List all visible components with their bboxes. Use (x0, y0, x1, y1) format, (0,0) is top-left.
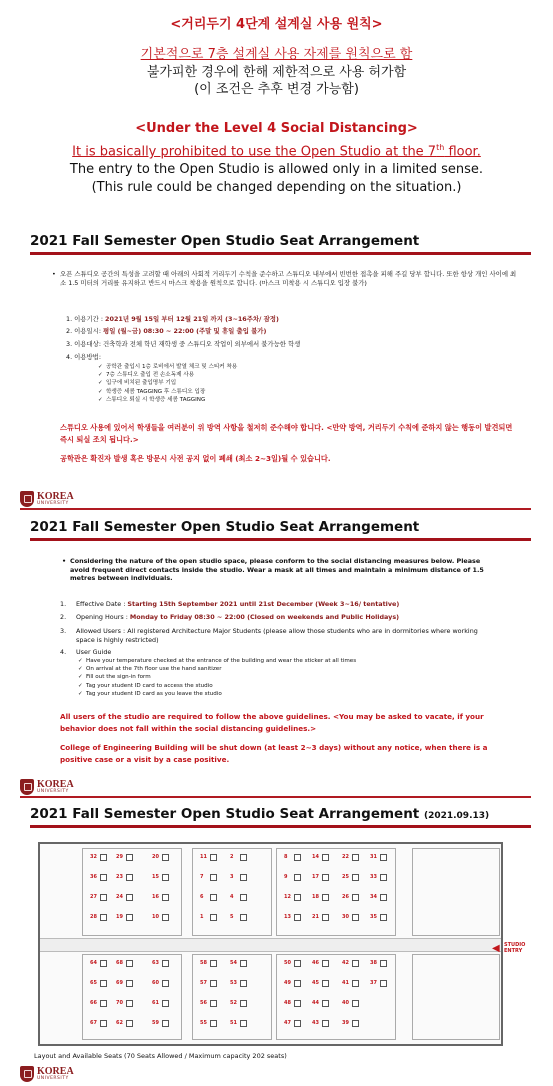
desk (126, 1000, 133, 1007)
desk (210, 894, 217, 901)
section2-item2: 2. Opening Hours : Monday to Friday 08:30 ~ 22:00 (Closed on weekends and Public Holidays) (60, 613, 400, 621)
section2-footer-rule (20, 796, 531, 798)
desk (352, 960, 359, 967)
entry-arrow-icon: ◀ (492, 943, 500, 954)
section1-item1: 1. 이용기간 : 2021년 9월 15일 부터 12월 21일 까지 (3~16주차/ 잠정) (66, 315, 279, 323)
desk (162, 980, 169, 987)
desk (100, 854, 107, 861)
desk (162, 914, 169, 921)
seat-number: 20 (152, 854, 159, 860)
list-item: ✓ 학생증 세콤 TAGGING 후 스튜디오 입장 (98, 388, 498, 396)
seat-number: 48 (284, 1000, 291, 1006)
desk (162, 1000, 169, 1007)
seat-number: 56 (200, 1000, 207, 1006)
desk (322, 894, 329, 901)
desk (240, 854, 247, 861)
studio-zone (412, 848, 500, 936)
desk (294, 874, 301, 881)
desk (380, 914, 387, 921)
desk (100, 914, 107, 921)
seat-number: 19 (116, 914, 123, 920)
floor-plan (38, 842, 503, 1046)
desk (322, 914, 329, 921)
desk (294, 960, 301, 967)
desk (240, 1020, 247, 1027)
desk (100, 960, 107, 967)
seat-number: 57 (200, 980, 207, 986)
korea-university-logo: KOREA UNIVERSITY (20, 491, 74, 507)
section2-shutdown: College of Engineering Building will be shut down (at least 2~3 days) without any notice, when there is a positive case or a visit by a case positive. (60, 743, 488, 764)
seat-number: 1 (200, 914, 204, 920)
seat-number: 69 (116, 980, 123, 986)
seat-number: 39 (342, 1020, 349, 1026)
seat-number: 30 (342, 914, 349, 920)
section2-item3: 3. Allowed Users : All registered Architecture Major Students (please allow those students who are in dormitories where working space is highly restricted) (60, 627, 478, 644)
seat-number: 62 (116, 1020, 123, 1026)
section1-item2: 2. 이용일시: 평일 (월~금) 08:30 ~ 22:00 (주말 및 휴일 출입 불가) (66, 327, 267, 335)
seat-number: 38 (370, 960, 377, 966)
seat-number: 22 (342, 854, 349, 860)
section1-intro: • 오픈 스튜디오 공간의 특성을 고려할 때 아래의 사회적 거리두기 수칙을 준수하고 스튜디오 내부에서 빈번한 접촉을 피해 주길 당부 합니다. 또한 항상 개인 사이에 최소 1.5 미터의 거리를 유지하고 반드시 마스크 착용을 원칙으로 합니다. (마스크 미착용 시 스튜디오 입장 불가) (52, 270, 517, 287)
desk (240, 874, 247, 881)
desk (294, 894, 301, 901)
notice-title-en: <Under the Level 4 Social Distancing> (135, 121, 418, 136)
seat-number: 14 (312, 854, 319, 860)
desk (210, 1020, 217, 1027)
section2-intro: • Considering the nature of the open studio space, please conform to the social distancing measures below. Please avoid frequent direct contacts inside the studio. Wear a mask at all times and maintain a minimum distance of 1.5 metres between individuals. (62, 557, 484, 583)
desk (240, 894, 247, 901)
section1-header: 2021 Fall Semester Open Studio Seat Arrangement (30, 233, 420, 249)
notice-line3-kr: (이 조건은 추후 변경 가능함) (194, 82, 359, 97)
seat-number: 4 (230, 894, 234, 900)
section3-header: 2021 Fall Semester Open Studio Seat Arrangement (2021.09.13) (30, 806, 490, 822)
seat-number: 24 (116, 894, 123, 900)
desk (210, 980, 217, 987)
desk (126, 1020, 133, 1027)
desk (352, 980, 359, 987)
desk (322, 1020, 329, 1027)
seat-number: 33 (370, 874, 377, 880)
section3-rule (30, 825, 531, 828)
seat-number: 21 (312, 914, 319, 920)
seat-number: 25 (342, 874, 349, 880)
seat-number: 28 (90, 914, 97, 920)
section2-item1: 1. Effective Date : Starting 15th September 2021 until 21st December (Week 3~16/ tentative) (60, 600, 400, 608)
desk (126, 914, 133, 921)
desk (380, 980, 387, 987)
desk (294, 1000, 301, 1007)
list-item: ✓ 공학관 출입시 1층 로비에서 발열 체크 및 스티커 착용 (98, 363, 498, 371)
seat-number: 54 (230, 960, 237, 966)
studio-zone (276, 848, 396, 936)
list-item: ✓ On arrival at the 7th floor use the hand sanitizer (78, 665, 478, 673)
seat-number: 31 (370, 854, 377, 860)
studio-zone (192, 848, 272, 936)
notice-line3-en: (This rule could be changed depending on the situation.) (91, 180, 462, 195)
seat-number: 34 (370, 894, 377, 900)
section1-footer-rule (20, 508, 531, 510)
desk (162, 854, 169, 861)
desk (352, 914, 359, 921)
desk (210, 854, 217, 861)
seat-number: 63 (152, 960, 159, 966)
desk (380, 894, 387, 901)
desk (100, 980, 107, 987)
desk (240, 1000, 247, 1007)
seat-number: 67 (90, 1020, 97, 1026)
desk (352, 874, 359, 881)
seat-number: 6 (200, 894, 204, 900)
desk (162, 874, 169, 881)
desk (294, 980, 301, 987)
desk (100, 894, 107, 901)
desk (322, 980, 329, 987)
seat-number: 26 (342, 894, 349, 900)
section2-header: 2021 Fall Semester Open Studio Seat Arrangement (30, 519, 420, 535)
seat-number: 64 (90, 960, 97, 966)
seat-number: 37 (370, 980, 377, 986)
section2-warning: All users of the studio are required to follow the above guidelines. <You may be asked to vacate, if your behavior does not fall within the social distancing guidelines.> (60, 712, 484, 733)
seat-number: 66 (90, 1000, 97, 1006)
list-item: ✓ Fill out the sign-in form (78, 673, 478, 681)
seat-number: 9 (284, 874, 288, 880)
seat-number: 36 (90, 874, 97, 880)
desk (210, 874, 217, 881)
desk (294, 1020, 301, 1027)
desk (352, 1000, 359, 1007)
seat-number: 2 (230, 854, 234, 860)
seat-number: 18 (312, 894, 319, 900)
desk (126, 874, 133, 881)
desk (352, 854, 359, 861)
list-item: ✓ Tag your student ID card to access the studio (78, 682, 478, 690)
desk (352, 894, 359, 901)
seat-number: 58 (200, 960, 207, 966)
section1-steps (98, 363, 498, 404)
section2-rule (30, 538, 531, 541)
desk (322, 1000, 329, 1007)
seat-number: 40 (342, 1000, 349, 1006)
seat-number: 55 (200, 1020, 207, 1026)
seat-number: 68 (116, 960, 123, 966)
desk (162, 1020, 169, 1027)
seat-number: 35 (370, 914, 377, 920)
korea-university-logo: KOREA UNIVERSITY (20, 1066, 74, 1082)
desk (210, 1000, 217, 1007)
desk (210, 960, 217, 967)
desk (240, 960, 247, 967)
floor-plan-caption: Layout and Available Seats (70 Seats Allowed / Maximum capacity 202 seats) (34, 1052, 287, 1060)
list-item: ✓ 스튜디오 퇴실 시 학생증 세콤 TAGGING (98, 396, 498, 404)
desk (240, 914, 247, 921)
seat-number: 11 (200, 854, 207, 860)
desk (162, 894, 169, 901)
desk (126, 894, 133, 901)
desk (100, 1000, 107, 1007)
section3-date: (2021.09.13) (423, 811, 490, 821)
korea-university-logo: KOREA UNIVERSITY (20, 779, 74, 795)
section1-shutdown: 공학관은 확진자 발생 혹은 방문시 사전 공지 없이 폐쇄 (최소 2~3일)될 수 있습니다. (60, 454, 331, 463)
crest-icon (20, 779, 34, 795)
desk (352, 1020, 359, 1027)
studio-zone (82, 848, 182, 936)
seat-number: 50 (284, 960, 291, 966)
desk (240, 980, 247, 987)
desk (100, 874, 107, 881)
seat-number: 10 (152, 914, 159, 920)
seat-number: 5 (230, 914, 234, 920)
seat-number: 44 (312, 1000, 319, 1006)
seat-number: 45 (312, 980, 319, 986)
seat-number: 59 (152, 1020, 159, 1026)
studio-zone (192, 954, 272, 1040)
desk (380, 874, 387, 881)
list-item: ✓ 입구에 비치된 출입명부 기입 (98, 379, 498, 387)
desk (294, 854, 301, 861)
section2-item4: 4. User Guide (60, 648, 112, 656)
seat-number: 49 (284, 980, 291, 986)
seat-number: 27 (90, 894, 97, 900)
crest-icon (20, 1066, 34, 1082)
notice-line1-kr: 기본적으로 7층 설계실 사용 자제를 원칙으로 함 (140, 47, 413, 62)
seat-number: 41 (342, 980, 349, 986)
notice-line1-en: It is basically prohibited to use the Open Studio at the 7th floor. (72, 143, 481, 160)
seat-number: 46 (312, 960, 319, 966)
desk (210, 914, 217, 921)
seat-number: 47 (284, 1020, 291, 1026)
seat-number: 52 (230, 1000, 237, 1006)
seat-number: 65 (90, 980, 97, 986)
seat-number: 70 (116, 1000, 123, 1006)
desk (322, 854, 329, 861)
studio-entry-label: STUDIO ENTRY (504, 942, 526, 954)
desk (322, 960, 329, 967)
seat-number: 23 (116, 874, 123, 880)
seat-number: 53 (230, 980, 237, 986)
desk (126, 980, 133, 987)
crest-icon (20, 491, 34, 507)
corridor (40, 938, 501, 952)
seat-number: 16 (152, 894, 159, 900)
seat-number: 43 (312, 1020, 319, 1026)
seat-number: 8 (284, 854, 288, 860)
list-item: ✓ Tag your student ID card as you leave the studio (78, 690, 478, 698)
seat-number: 13 (284, 914, 291, 920)
notice-line2-kr: 불가피한 경우에 한해 제한적으로 사용 허가함 (146, 65, 407, 80)
list-item: ✓ 7층 스튜디오 출입 전 손소독제 사용 (98, 371, 498, 379)
desk (162, 960, 169, 967)
section1-rule (30, 252, 531, 255)
desk (126, 960, 133, 967)
seat-number: 60 (152, 980, 159, 986)
desk (100, 1020, 107, 1027)
seat-number: 17 (312, 874, 319, 880)
studio-zone (412, 954, 500, 1040)
seat-number: 15 (152, 874, 159, 880)
seat-number: 32 (90, 854, 97, 860)
section1-warning: 스튜디오 사용에 있어서 학생들을 여러분이 위 방역 사항을 철저히 준수해야 합니다. <만약 방역, 거리두기 수칙에 준하지 않는 행동이 발견되면 즉시 퇴실 조치 됩니다.> (60, 423, 513, 444)
desk (322, 874, 329, 881)
seat-number: 12 (284, 894, 291, 900)
seat-number: 7 (200, 874, 204, 880)
seat-number: 3 (230, 874, 234, 880)
section1-item3: 3. 이용대상: 건축학과 전체 학년 재학생 중 스튜디오 작업이 외부에서 불가능한 학생 (66, 340, 301, 348)
list-item: ✓ Have your temperature checked at the entrance of the building and wear the sticker at all times (78, 657, 478, 665)
desk (294, 914, 301, 921)
desk (380, 854, 387, 861)
seat-number: 42 (342, 960, 349, 966)
seat-number: 29 (116, 854, 123, 860)
desk (126, 854, 133, 861)
seat-number: 51 (230, 1020, 237, 1026)
seat-number: 61 (152, 1000, 159, 1006)
section1-item4: 4. 이용방법: (66, 353, 101, 361)
section2-steps (78, 657, 478, 698)
notice-line2-en: The entry to the Open Studio is allowed only in a limited sense. (69, 162, 484, 177)
desk (380, 960, 387, 967)
notice-title-kr: <거리두기 4단계 설계실 사용 원칙> (170, 17, 383, 32)
